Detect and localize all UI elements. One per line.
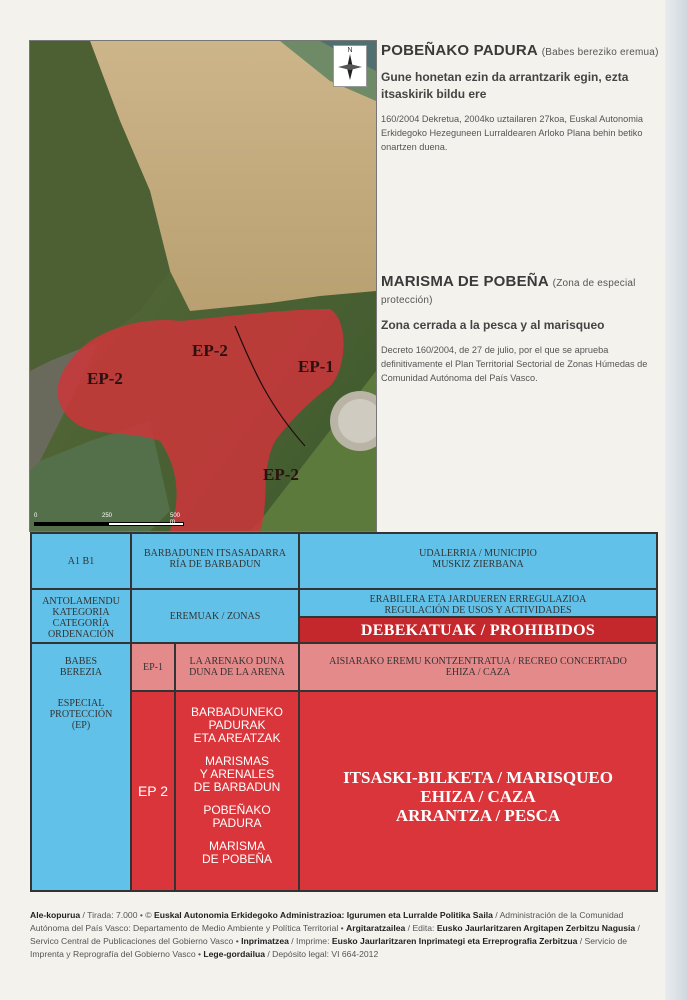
aerial-map: [29, 40, 377, 532]
basque-subtitle: Gune honetan ezin da arrantzarik egin, ezta itsaskirik bildu ere: [381, 70, 629, 101]
cell-ep1-rule: AISIARAKO EREMU KONTZENTRATUA / RECREO CONCERTADO EHIZA / CAZA: [299, 643, 657, 691]
basque-info-block: [381, 42, 661, 154]
basque-body: 160/2004 Dekretua, 2004ko uztailaren 27koa, Euskal Autonomia Erkidegoko Hezeguneen Lurraldearen Arloko Plana behin betiko onartzen duena.: [381, 114, 644, 152]
cell-regulation: ERABILERA ETA JARDUEREN ERREGULAZIOA REGULACIÓN DE USOS Y ACTIVIDADES: [299, 589, 657, 617]
map-label-ep2-south: EP-2: [263, 465, 299, 484]
spanish-body: Decreto 160/2004, de 27 de julio, por el que se aprueba definitivamente el Plan Territorial Sectorial de Zonas Húmedas de Comunidad Autónoma del País Vasco.: [381, 345, 648, 383]
map-label-ep1: EP-1: [298, 357, 334, 376]
cell-code: A1 B1: [31, 533, 131, 589]
colophon: Ale-kopurua / Tirada: 7.000 • © Euskal Autonomia Erkidegoko Administrazioa: Igurumen eta Lurralde Politika Saila / Administración de la Comunidad Autónoma del País Vasco: Departamento de Medio Ambiente y Política Territorial • Argitaratzailea / Edita: Eusko Jaurlaritzaren Argitapen Zerbitzu Nagusia / Servico Central de Publicaciones del Gobierno Vasco • Inprimatzea / Imprime: Eusko Jaurlaritzaren Inprimategi eta Erreprografia Zerbitzua / Servicio de Imprenta y Reprografía del Gobierno Vasco • Lege-gordailua / Depósito legal: VI 664-2012: [30, 910, 640, 959]
cell-municipality: UDALERRIA / MUNICIPIO MUSKIZ ZIERBANA: [299, 533, 657, 589]
compass-icon: N: [333, 45, 367, 87]
cell-zones: EREMUAK / ZONAS: [131, 589, 299, 643]
cell-ep2-rule: ITSASKI-BILKETA / MARISQUEO EHIZA / CAZA ARRANTZA / PESCA: [299, 691, 657, 891]
cell-protection: BABES BEREZIA ESPECIAL PROTECCIÓN (EP): [31, 643, 131, 891]
map-scale-bar: 0 250 500 m: [34, 513, 184, 527]
spanish-title: MARISMA DE POBEÑA (Zona de especial protección): [381, 273, 636, 306]
cell-prohibited: DEBEKATUAK / PROHIBIDOS: [299, 617, 657, 643]
cell-ep2: EP 2: [131, 691, 175, 891]
cell-river: BARBADUNEN ITSASADARRA RÍA DE BARBADUN: [131, 533, 299, 589]
cell-category: ANTOLAMENDU KATEGORIA CATEGORÍA ORDENACIÓN: [31, 589, 131, 643]
cell-ep1: EP-1: [131, 643, 175, 691]
spanish-info-block: [381, 273, 661, 385]
basque-title: POBEÑAKO PADURA (Babes bereziko eremua): [381, 42, 659, 59]
cell-ep1-zone: LA ARENAKO DUNA DUNA DE LA ARENA: [175, 643, 299, 691]
map-label-ep2-north: EP-2: [192, 341, 228, 360]
spanish-subtitle: Zona cerrada a la pesca y al marisqueo: [381, 318, 605, 332]
cell-ep2-zone: BARBADUNEKO PADURAK ETA AREATZAK MARISMAS Y ARENALES DE BARBADUN POBEÑAKO PADURA MARISMA DE POBEÑA: [175, 691, 299, 891]
regulation-table: [30, 532, 658, 892]
page-edge: [665, 0, 687, 1000]
map-label-ep2-west: EP-2: [87, 369, 123, 388]
map-graphic: [30, 41, 376, 531]
